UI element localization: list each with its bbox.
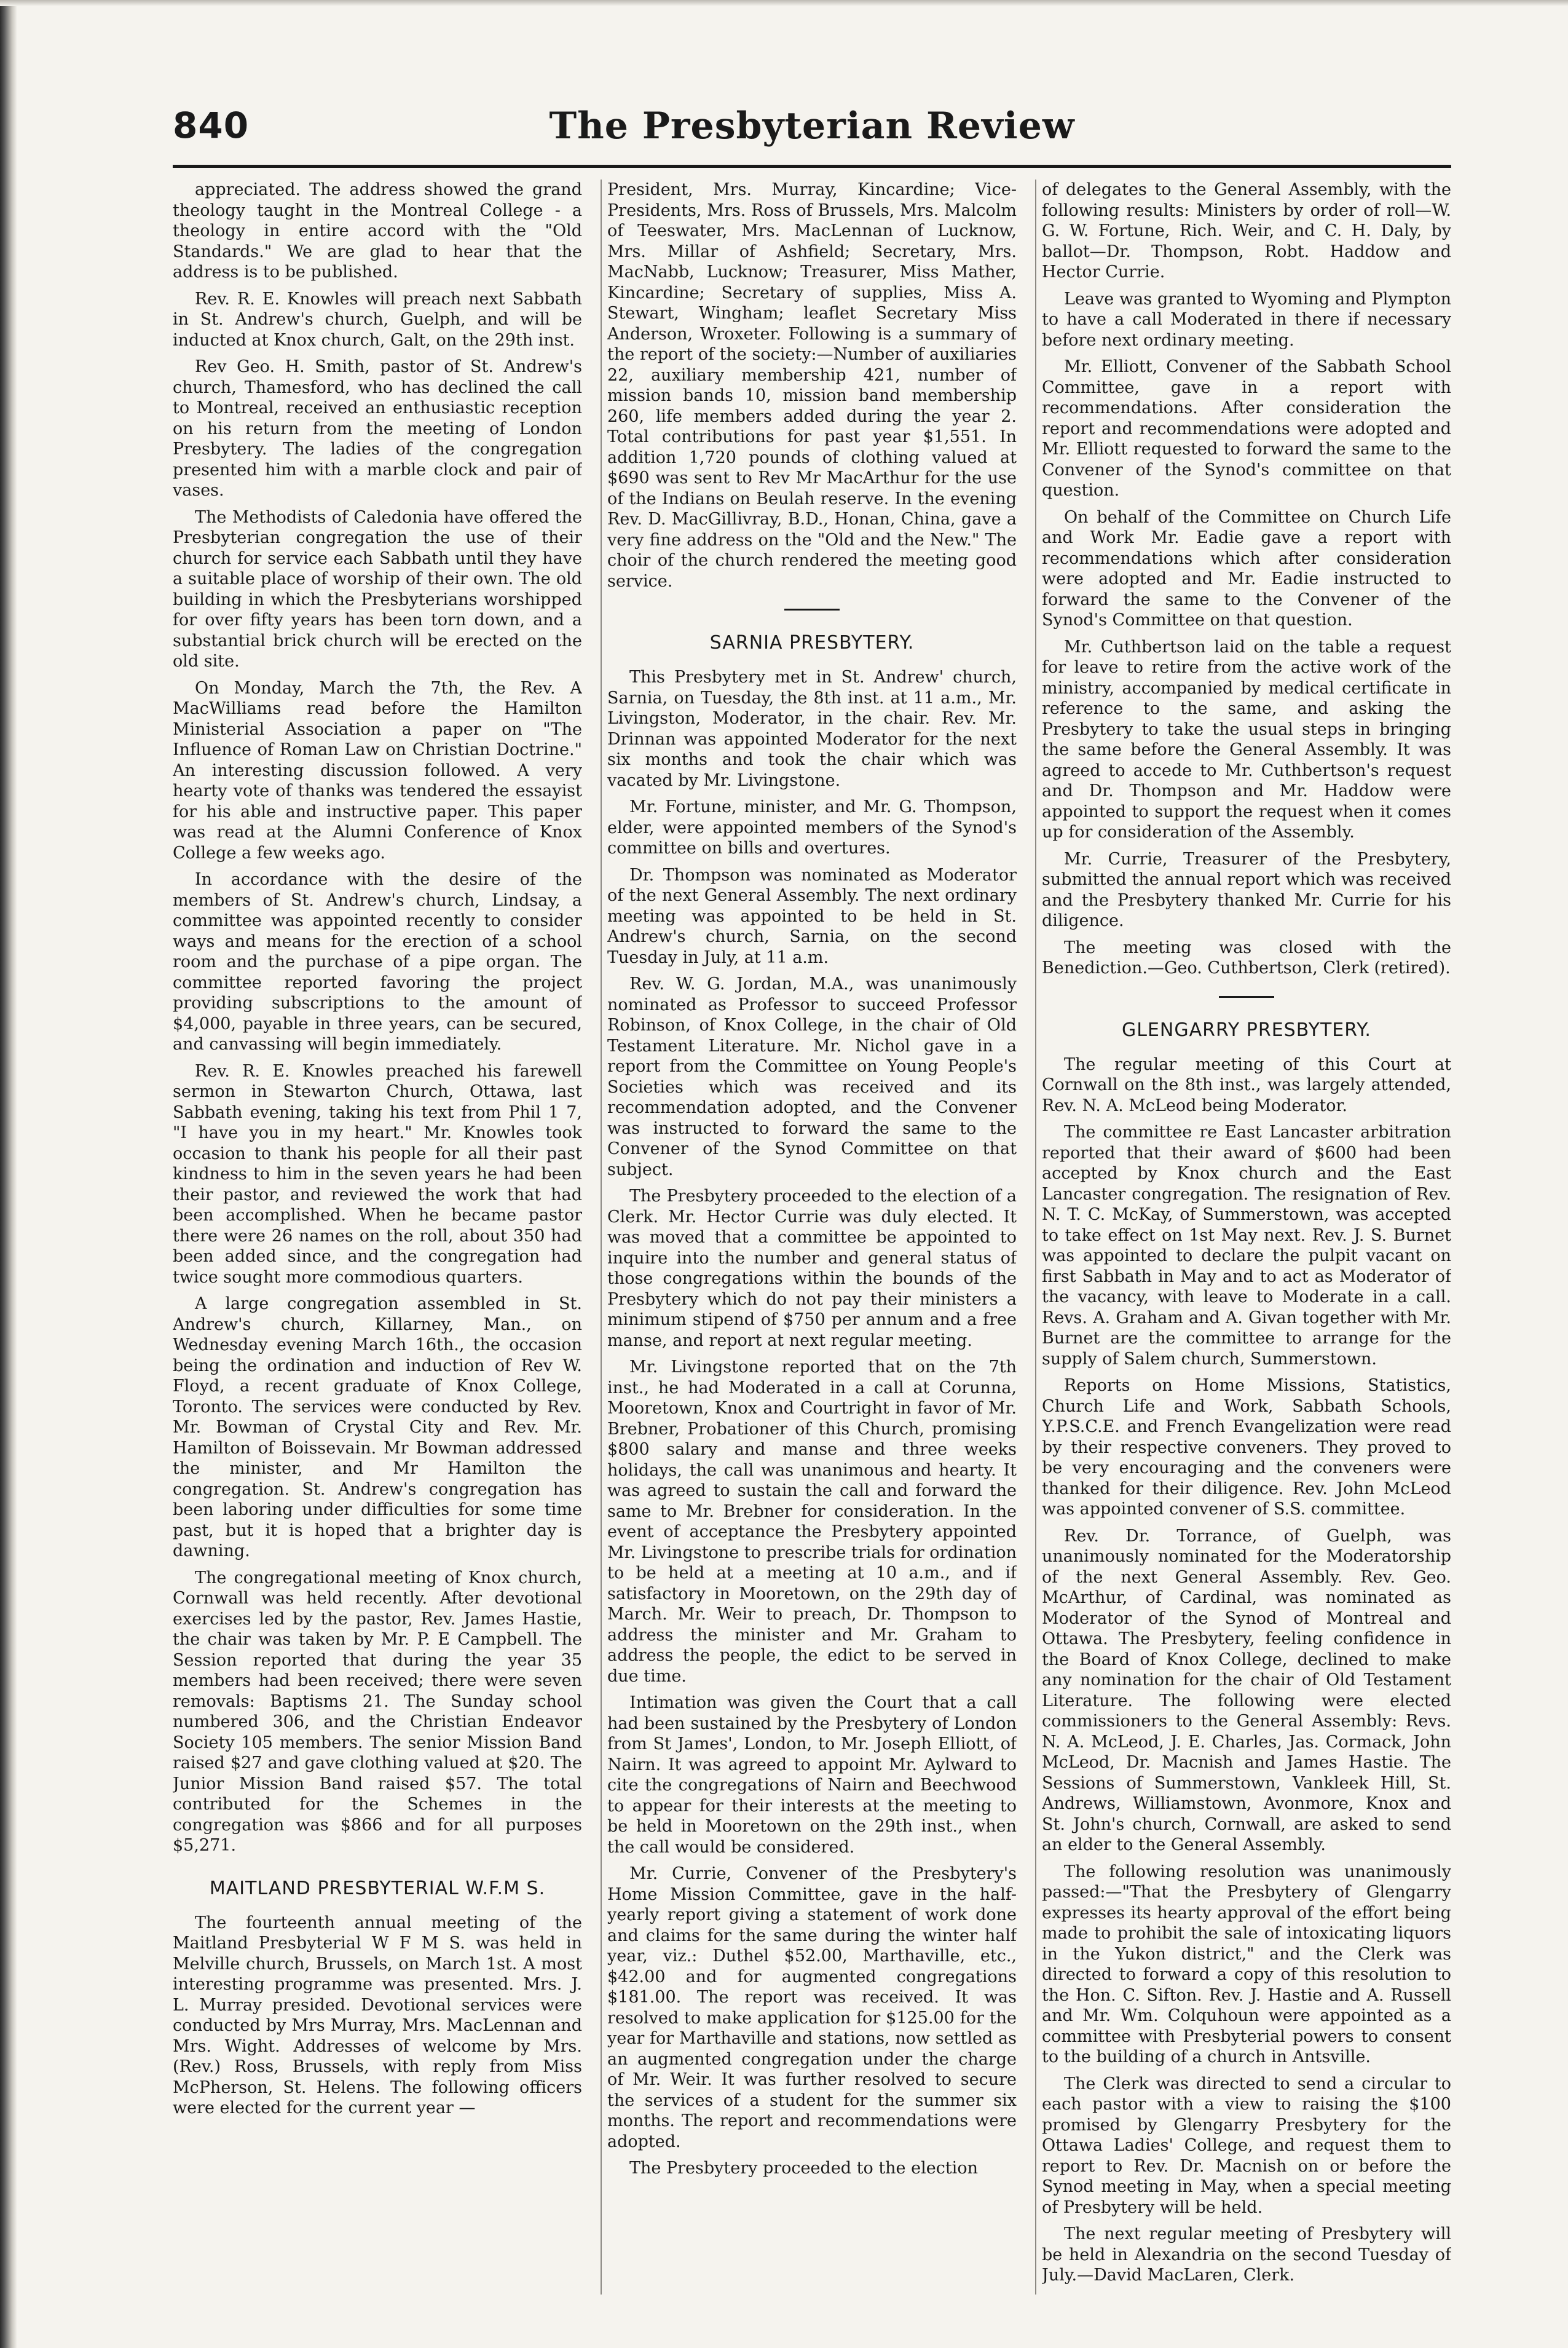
page-header xyxy=(173,105,1451,160)
article-paragraph: Dr. Thompson was nominated as Moderator of the next General Assembly. The next ordinary meeting was appointed to be held in St. Andrew's church, Sarnia, on the second Tuesday in July, at 11 a.m. xyxy=(607,865,1017,967)
column-1 xyxy=(173,180,582,2301)
article-paragraph: Leave was granted to Wyoming and Plympton to have a call Moderated in there if necessary before next ordinary meeting. xyxy=(1042,289,1451,350)
page-number: 840 xyxy=(173,105,250,146)
header-rule xyxy=(173,165,1451,168)
article-paragraph: The Presbytery proceeded to the election of a Clerk. Mr. Hector Currie was duly elected. It was moved that a committee be appointed to inquire into the number and general status of those congregations within the bounds of the Presbytery which do not pay their ministers a minimum stipend of $750 per annum and a free manse, and report at next regular meeting. xyxy=(607,1187,1017,1350)
article-paragraph: Rev. W. G. Jordan, M.A., was unanimously nominated as Professor to succeed Professor Robinson, of Knox College, in the chair of Old Testament Literature. Mr. Nichol gave in a report from the Committee on Young People's Societies which was received and its recommendation adopted, and the Convener was instructed to forward the same to the Convener of the Synod Committee on that subject. xyxy=(607,974,1017,1179)
article-paragraph: Rev Geo. H. Smith, pastor of St. Andrew's church, Thamesford, who has declined the call to Montreal, received an enthusiastic reception on his return from the meeting of London Presbytery. The ladies of the congregation presented him with a marble clock and pair of vases. xyxy=(173,357,582,500)
article-paragraph: Rev. R. E. Knowles preached his farewell sermon in Stewarton Church, Ottawa, last Sabbath evening, taking his text from Phil 1 7, "I have you in my heart." Mr. Knowles took occasion to thank his people for all their past kindness to him in the seven years he had been their pastor, and reviewed the work that had been accomplished. When he became pastor there were 26 names on the roll, about 350 had been added since, and the congregation had twice sought more commodious quarters. xyxy=(173,1061,582,1287)
article-paragraph: The next regular meeting of Presbytery will be held in Alexandria on the second Tuesday of July.—David MacLaren, Clerk. xyxy=(1042,2224,1451,2285)
article-paragraph: This Presbytery met in St. Andrew' church, Sarnia, on Tuesday, the 8th inst. at 11 a.m., Mr. Livingston, Moderator, in the chair. Rev. Mr. Drinnan was appointed Moderator for the next six months and took the chair which was vacated by Mr. Livingstone. xyxy=(607,668,1017,790)
article-paragraph: The meeting was closed with the Benediction.—Geo. Cuthbertson, Clerk (retired). xyxy=(1042,938,1451,978)
article-paragraph: The Clerk was directed to send a circular to each pastor with a view to raising the $100 promised by Glengarry Presbytery for the Ottawa Ladies' College, and request them to report to Rev. Dr. Macnish on or before the Synod meeting in May, when a special meeting of Presbytery will be held. xyxy=(1042,2074,1451,2217)
section-separator xyxy=(784,609,840,611)
column-divider xyxy=(1035,180,1036,2295)
article-paragraph: Rev. Dr. Torrance, of Guelph, was unanimously nominated for the Moderatorship of the next General Assembly. Rev. Geo. McArthur, of Cardinal, was nominated as Moderator of the Synod of Montreal and Ottawa. The Presbytery, feeling confidence in the Board of Knox College, declined to make any nomination for the chair of Old Testament Literature. The following were elected commissioners to the General Assembly: Revs. N. A. McLeod, J. E. Charles, Jas. Cormack, John McLeod, Dr. Macnish and James Hastie. The Sessions of Summerstown, Vankleek Hill, St. Andrews, Williamstown, Avonmore, Knox and St. John's church, Cornwall, are asked to send an elder to the General Assembly. xyxy=(1042,1526,1451,1854)
column-divider xyxy=(601,180,602,2295)
section-separator xyxy=(1219,996,1274,998)
column-2 xyxy=(607,180,1017,2301)
article-paragraph: The following resolution was unanimously passed:—"That the Presbytery of Glengarry expresses its hearty approval of the effort being made to prohibit the sale of intoxicating liquors in the Yukon district," and the Clerk was directed to forward a copy of this resolution to the Hon. C. Sifton. Rev. J. Hastie and A. Russell and Mr. Wm. Colquhoun were appointed as a committee with Presbyterial powers to consent to the building of a church in Antsville. xyxy=(1042,1862,1451,2066)
article-paragraph: A large congregation assembled in St. Andrew's church, Killarney, Man., on Wednesday evening March 16th., the occasion being the ordination and induction of Rev W. Floyd, a recent graduate of Knox College, Toronto. The services were conducted by Rev. Mr. Bowman of Crystal City and Rev. Mr. Hamilton of Boissevain. Mr Bowman addressed the minister, and Mr Hamilton the congregation. St. Andrew's congregation has been laboring under difficulties for some time past, but it is hoped that a brighter day is dawning. xyxy=(173,1294,582,1560)
article-paragraph: Mr. Currie, Convener of the Presbytery's Home Mission Committee, gave in the half-yearly report giving a statement of work done and claims for the same during the winter half year, viz.: Duthel $52.00, Marthaville, etc., $42.00 and for augmented congregations $181.00. The report was received. It was resolved to make application for $125.00 for the year for Marthaville and stations, now settled as an augmented congregation under the charge of Mr. Weir. It was further resolved to secure the services of a student for the summer six months. The report and recommendations were adopted. xyxy=(607,1864,1017,2151)
column-3 xyxy=(1042,180,1451,2301)
article-paragraph: Rev. R. E. Knowles will preach next Sabbath in St. Andrew's church, Guelph, and will be inducted at Knox church, Galt, on the 29th inst. xyxy=(173,289,582,350)
section-heading: MAITLAND PRESBYTERIAL W.F.M S. xyxy=(209,1877,546,1899)
article-paragraph: President, Mrs. Murray, Kincardine; Vice-Presidents, Mrs. Ross of Brussels, Mrs. Malcolm of Teeswater, Mrs. MacLennan of Lucknow, Mrs. Millar of Ashfield; Secretary, Mrs. MacNabb, Lucknow; Treasurer, Miss Mather, Kincardine; Secretary of supplies, Miss A. Stewart, Wingham; leaflet Secretary Miss Anderson, Wroxeter. Following is a summary of the report of the society:—Number of auxiliaries 22, auxiliary membership 421, number of mission bands 10, mission band membership 260, life members added during the year 2. Total contributions for past year $1,551. In addition 1,720 pounds of clothing valued at $690 was sent to Rev Mr MacArthur for the use of the Indians on Beulah reserve. In the evening Rev. D. MacGillivray, B.D., Honan, China, gave a very fine address on the "Old and the New." The choir of the church rendered the meeting good service. xyxy=(607,180,1017,591)
journal-title: The Presbyterian Review xyxy=(549,105,1075,148)
article-paragraph: Reports on Home Missions, Statistics, Church Life and Work, Sabbath Schools, Y.P.S.C.E. and French Evangelization were read by their respective conveners. They proved to be very encouraging and the conveners were thanked for their diligence. Rev. John McLeod was appointed convener of S.S. committee. xyxy=(1042,1376,1451,1519)
article-paragraph: Mr. Livingstone reported that on the 7th inst., he had Moderated in a call at Corunna, Mooretown, Knox and Courtright in favor of Mr. Brebner, Probationer of this Church, promising $800 salary and manse and three weeks holidays, the call was unanimous and hearty. It was agreed to sustain the call and forward the same to Mr. Brebner for consideration. In the event of acceptance the Presbytery appointed Mr. Livingstone to prescribe trials for ordination to be held at a meeting at 10 a.m., and if satisfactory in Mooretown, on the 29th day of March. Mr. Weir to preach, Dr. Thompson to address the minister and Mr. Graham to address the people, the edict to be served in due time. xyxy=(607,1358,1017,1686)
article-paragraph: of delegates to the General Assembly, with the following results: Ministers by order of roll—W. G. W. Fortune, Rich. Weir, and C. H. Daly, by ballot—Dr. Thompson, Robt. Haddow and Hector Currie. xyxy=(1042,180,1451,282)
article-paragraph: On Monday, March the 7th, the Rev. A MacWilliams read before the Hamilton Ministerial Association a paper on "The Influence of Roman Law on Christian Doctrine." An interesting discussion followed. A very hearty vote of thanks was tendered the essayist for his able and instructive paper. This paper was read at the Alumni Conference of Knox College a few weeks ago. xyxy=(173,678,582,863)
article-paragraph: Mr. Cuthbertson laid on the table a request for leave to retire from the active work of the ministry, accompanied by medical certificate in reference to the same, and asking the Presbytery to take the usual steps in bringing the same before the General Assembly. It was agreed to accede to Mr. Cuthbertson's request and Dr. Thompson and Mr. Haddow were appointed to support the request when it comes up for consideration of the Assembly. xyxy=(1042,637,1451,842)
article-paragraph: Mr. Fortune, minister, and Mr. G. Thompson, elder, were appointed members of the Synod's committee on bills and overtures. xyxy=(607,797,1017,858)
page-binding-edge xyxy=(0,0,17,2348)
article-paragraph: The Presbytery proceeded to the election xyxy=(629,2159,978,2178)
article-paragraph: The congregational meeting of Knox church, Cornwall was held recently. After devotional exercises led by the pastor, Rev. James Hastie, the chair was taken by Mr. P. E Campbell. The Session reported that during the year 35 members had been received; there were seven removals: Baptisms 21. The Sunday school numbered 306, and the Christian Endeavor Society 105 members. The senior Mission Band raised $27 and gave clothing valued at $20. The Junior Mission Band raised $57. The total contributed for the Schemes in the congregation was $866 and for all purposes $5,271. xyxy=(173,1568,582,1855)
article-paragraph: Intimation was given the Court that a call had been sustained by the Presbytery of London from St James', London, to Mr. Joseph Elliott, of Nairn. It was agreed to appoint Mr. Aylward to cite the congregations of Nairn and Beechwood to appear for their interests at the meeting to be held in Mooretown on the 29th inst., when the call would be considered. xyxy=(607,1693,1017,1857)
article-paragraph: appreciated. The address showed the grand theology taught in the Montreal College - a theology in entire accord with the "Old Standards." We are glad to hear that the address is to be published. xyxy=(173,180,582,282)
article-paragraph: The committee re East Lancaster arbitration reported that their award of $600 had been accepted by Knox church and the East Lancaster congregation. The resignation of Rev. N. T. C. McKay, of Summerstown, was accepted to take effect on 1st May next. Rev. J. S. Burnet was appointed to declare the pulpit vacant on first Sabbath in May and to act as Moderator of the vacancy, with leave to Moderate in a call. Revs. A. Graham and A. Givan together with Mr. Burnet are the committee to arrange for the supply of Salem church, Summerstown. xyxy=(1042,1123,1451,1369)
page-top-edge xyxy=(0,0,1568,6)
article-paragraph: On behalf of the Committee on Church Life and Work Mr. Eadie gave a report with recommendations which after consideration were adopted and Mr. Eadie instructed to forward the same to the Convener of the Synod's Committee on that question. xyxy=(1042,507,1451,630)
article-paragraph: The regular meeting of this Court at Cornwall on the 8th inst., was largely attended, Rev. N. A. McLeod being Moderator. xyxy=(1042,1054,1451,1115)
section-heading: SARNIA PRESBYTERY. xyxy=(709,632,915,654)
article-paragraph: Mr. Currie, Treasurer of the Presbytery, submitted the annual report which was received and the Presbytery thanked Mr. Currie for his diligence. xyxy=(1042,849,1451,930)
section-heading: GLENGARRY PRESBYTERY. xyxy=(1122,1019,1371,1041)
article-paragraph: The fourteenth annual meeting of the Maitland Presbyterial W F M S. was held in Melville church, Brussels, on March 1st. A most interesting programme was presented. Mrs. J. L. Murray presided. Devotional services were conducted by Mrs Murray, Mrs. MacLennan and Mrs. Wight. Addresses of welcome by Mrs. (Rev.) Ross, Brussels, with reply from Miss McPherson, St. Helens. The following officers were elected for the current year — xyxy=(173,1913,582,2117)
article-paragraph: The Methodists of Caledonia have offered the Presbyterian congregation the use of their church for service each Sabbath until they have a suitable place of worship of their own. The old building in which the Presbyterians worshipped for over fifty years has been torn down, and a substantial brick church will be erected on the old site. xyxy=(173,507,582,671)
article-paragraph: In accordance with the desire of the members of St. Andrew's church, Lindsay, a committee was appointed recently to consider ways and means for the erection of a school room and the purchase of a pipe organ. The committee reported favoring the project providing subscriptions to the amount of $4,000, payable in three years, can be secured, and canvassing will begin immediately. xyxy=(173,870,582,1054)
article-paragraph: Mr. Elliott, Convener of the Sabbath School Committee, gave in a report with recommendations. After consideration the report and recommendations were adopted and Mr. Elliott requested to forward the same to the Convener of the Synod's committee on that question. xyxy=(1042,357,1451,500)
